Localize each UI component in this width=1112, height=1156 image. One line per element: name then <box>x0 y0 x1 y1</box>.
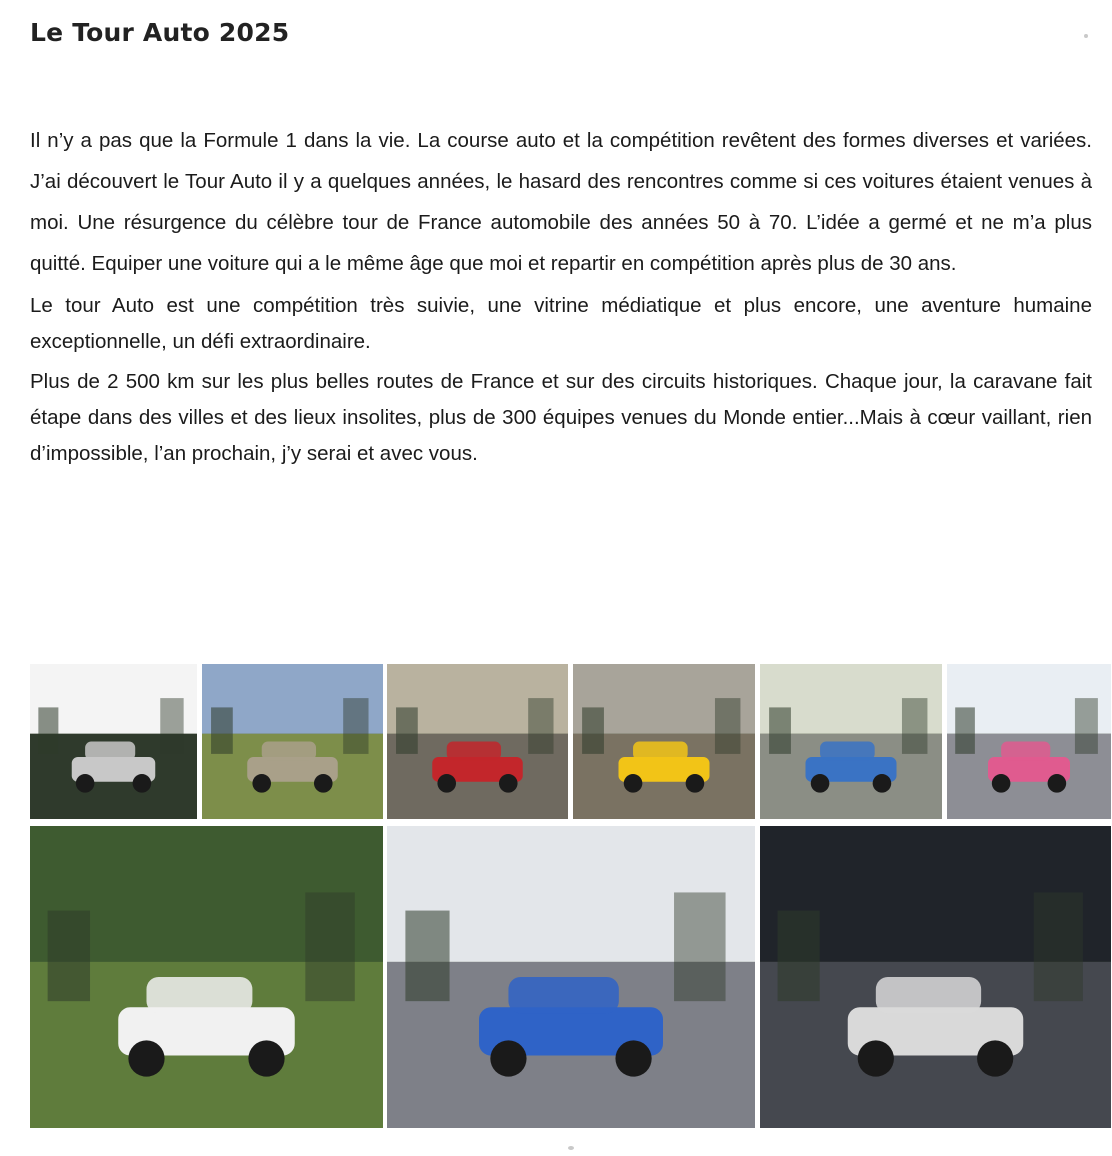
scan-speck <box>1084 34 1088 38</box>
circuit-photo <box>947 664 1111 819</box>
red-car-village-photo <box>387 664 568 819</box>
scan-speck <box>568 1146 574 1150</box>
paragraph: Le tour Auto est une compétition très suivie, une vitrine médiatique et plus encore, une aventure humaine exceptionnelle, un défi extraordinaire. <box>30 294 1092 353</box>
mountain-road-photo <box>202 664 383 819</box>
car-on-road-photo <box>30 664 197 819</box>
mechanics-photo <box>573 664 755 819</box>
paragraph: Il n’y a pas que la Formule 1 dans la vie. La course auto et la compétition revêtent des formes diverses et variées. J’ai découvert le Tour Auto il y a quelques années, le hasard des rencontres comme si ces voitures étaient venues à moi. Une résurgence du célèbre tour de France automobile des années 50 à 70. L’idée a germé et ne m’a plus quitté. Equiper une voiture qui a le même âge que moi et repartir en compétition après plus de 30 ans. <box>30 129 1092 275</box>
night-start-photo <box>760 826 1111 1128</box>
body-text <box>30 120 1092 472</box>
paragraph: Plus de 2 500 km sur les plus belles routes de France et sur des circuits historiques. Chaque jour, la caravane fait étape dans des villes et des lieux insolites, plus de 300 équipes venues du Monde entier...Mais à cœur vaillant, rien d’impossible, l’an prochain, j’y serai et avec vous. <box>30 370 1092 465</box>
drivers-group-photo <box>30 826 383 1128</box>
page-title: Le Tour Auto 2025 <box>30 18 290 47</box>
city-paddock-photo <box>387 826 755 1128</box>
blue-race-car-photo <box>760 664 942 819</box>
